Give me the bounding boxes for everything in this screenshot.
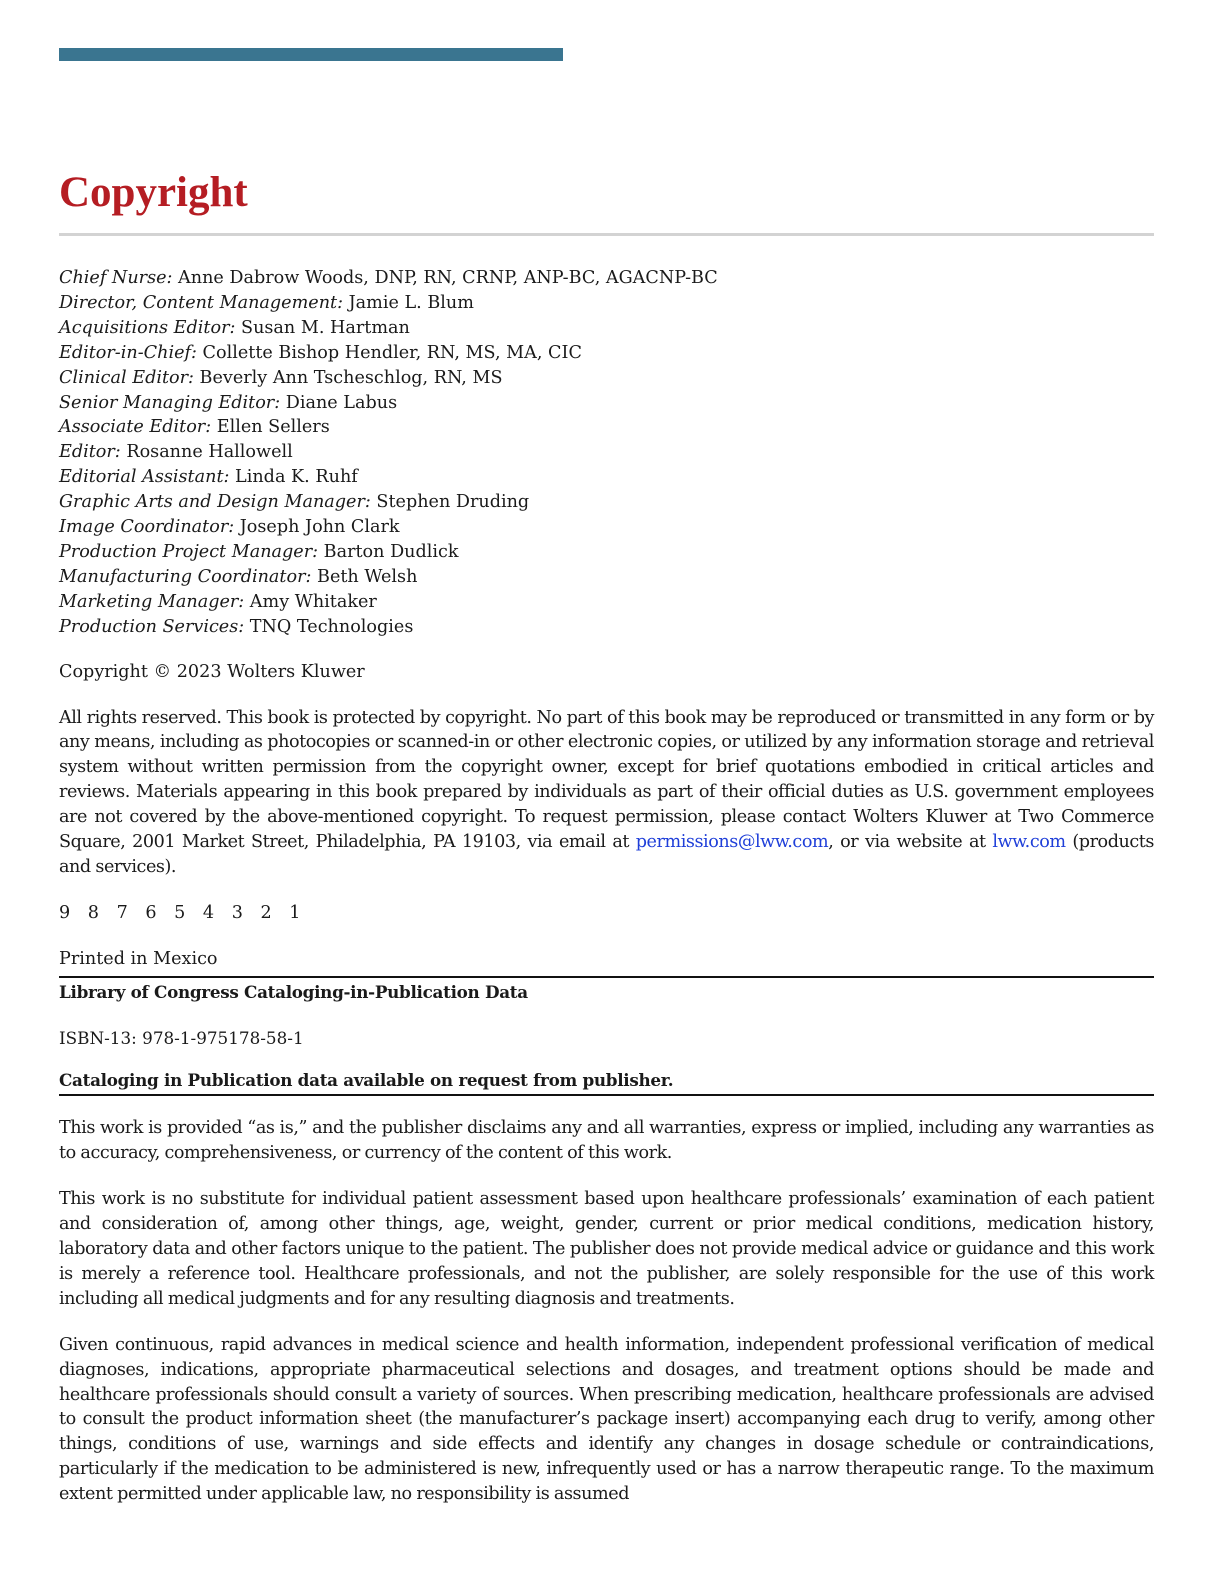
credit-role: Acquisitions Editor: (59, 317, 236, 338)
permissions-email-link[interactable]: permissions@lww.com (635, 832, 829, 853)
title-divider (59, 233, 1154, 236)
credit-role: Director, Content Management: (59, 292, 344, 313)
credit-line (59, 291, 1154, 316)
credit-name: Ellen Sellers (211, 417, 330, 438)
credit-name: Susan M. Hartman (235, 317, 410, 338)
credit-role: Production Services: (59, 616, 245, 637)
credit-name: TNQ Technologies (244, 616, 414, 637)
credit-role: Image Coordinator: (59, 517, 235, 538)
credit-line (59, 490, 1154, 515)
section-divider (59, 976, 1154, 978)
isbn: ISBN-13: 978-1-975178-58-1 (59, 1027, 304, 1048)
credit-role: Senior Managing Editor: (59, 392, 281, 413)
credit-role: Clinical Editor: (59, 367, 194, 388)
page-title: Copyright (59, 169, 248, 216)
disclaimer-paragraph: This work is no substitute for individual patient assessment based upon healthcare professionals’ examination of each patient and consideration of, among other things, age, weight, gender, current or prior medical conditions, medication history, laboratory data and other factors unique to the patient. The publisher does not provide medical advice or guidance and this work is merely a reference tool. Healthcare professionals, and not the publisher, are solely responsible for the use of this work including all medical judgments and for any resulting diagnosis and treatments. (59, 1189, 1154, 1309)
credit-name: Rosanne Hallowell (120, 442, 293, 463)
credit-line (59, 590, 1154, 615)
credit-role: Editor: (59, 442, 121, 463)
print-line-numbers: 9 8 7 6 5 4 3 2 1 (59, 902, 301, 923)
credit-role: Manufacturing Coordinator: (59, 566, 312, 587)
credit-name: Linda K. Ruhf (229, 467, 358, 488)
credit-line (59, 391, 1154, 416)
credit-line (59, 440, 1154, 465)
rights-paragraph (59, 706, 1154, 880)
credit-name: Stephen Druding (370, 492, 530, 513)
credit-name: Beth Welsh (311, 566, 418, 587)
credit-name: Jamie L. Blum (343, 292, 474, 313)
printed-in: Printed in Mexico (59, 948, 218, 969)
rights-text: All rights reserved. This book is protected by copyright. No part of this book may be reproduced or transmitted in any form or by any means, including as photocopies or scanned-in or other electronic copies, or utilized by any information storage and retrieval system without written permission from the copyright owner, except for brief quotations embodied in critical articles and reviews. Materials appearing in this book prepared by individuals as part of their official duties as U.S. government employees are not covered by the above-mentioned copyright. To request permission, please contact Wolters Kluwer at Two Commerce Square, 2001 Market Street, Philadelphia, PA 19103, via email at (59, 707, 1154, 853)
credit-role: Chief Nurse: (59, 268, 173, 288)
credit-name: Collette Bishop Hendler, RN, MS, MA, CIC (196, 342, 582, 363)
website-link[interactable]: lww.com (992, 832, 1066, 853)
credit-line (59, 266, 1154, 291)
credit-name: Joseph John Clark (234, 517, 400, 538)
credit-role: Production Project Manager: (59, 541, 319, 562)
page-body (59, 266, 1154, 1507)
credit-name: Beverly Ann Tscheschlog, RN, MS (193, 367, 503, 388)
credit-name: Barton Dudlick (318, 541, 459, 562)
copyright-line: Copyright © 2023 Wolters Kluwer (59, 661, 365, 682)
credit-role: Graphic Arts and Design Manager: (59, 492, 371, 513)
rights-text-after: (products and services). (59, 832, 1154, 877)
credit-line (59, 465, 1154, 490)
credit-line (59, 615, 1154, 640)
credit-line (59, 540, 1154, 565)
credit-line (59, 366, 1154, 391)
decorative-top-bar (59, 48, 563, 61)
disclaimer-paragraph: Given continuous, rapid advances in medical science and health information, independent professional verification of medical diagnoses, indications, appropriate pharmaceutical selections and dosages, and treatment options should be made and healthcare professionals should consult a variety of sources. When prescribing medication, healthcare professionals are advised to consult the product information sheet (the manufacturer’s package insert) accompanying each drug to verify, among other things, conditions of use, warnings and side effects and identify any changes in dosage schedule or contraindications, particularly if the medication to be administered is new, infrequently used or has a narrow therapeutic range. To the maximum extent permitted under applicable law, no responsibility is assumed (59, 1334, 1154, 1505)
library-of-congress-title: Library of Congress Cataloging-in-Publication Data (59, 981, 528, 1002)
credit-role: Editorial Assistant: (59, 467, 230, 488)
credit-line (59, 341, 1154, 366)
credit-line (59, 565, 1154, 590)
credit-role: Associate Editor: (59, 417, 212, 438)
credit-name: Anne Dabrow Woods, DNP, RN, CRNP, ANP-BC, AGACNP-BC (172, 268, 718, 288)
credit-role: Marketing Manager: (59, 591, 245, 612)
credits-list (59, 266, 1154, 640)
credit-name: Diane Labus (280, 392, 398, 413)
section-divider (59, 1094, 1154, 1096)
disclaimer-paragraph: This work is provided “as is,” and the publisher disclaims any and all warranties, express or implied, including any warranties as to accuracy, comprehensiveness, or currency of the content of this work. (59, 1118, 1154, 1164)
credit-role: Editor-in-Chief: (59, 342, 197, 363)
cip-note: Cataloging in Publication data available on request from publisher. (59, 1070, 674, 1091)
credit-line (59, 316, 1154, 341)
credit-line (59, 515, 1154, 540)
rights-text-between: , or via website at (828, 832, 993, 853)
credit-line (59, 415, 1154, 440)
credit-name: Amy Whitaker (244, 591, 377, 612)
